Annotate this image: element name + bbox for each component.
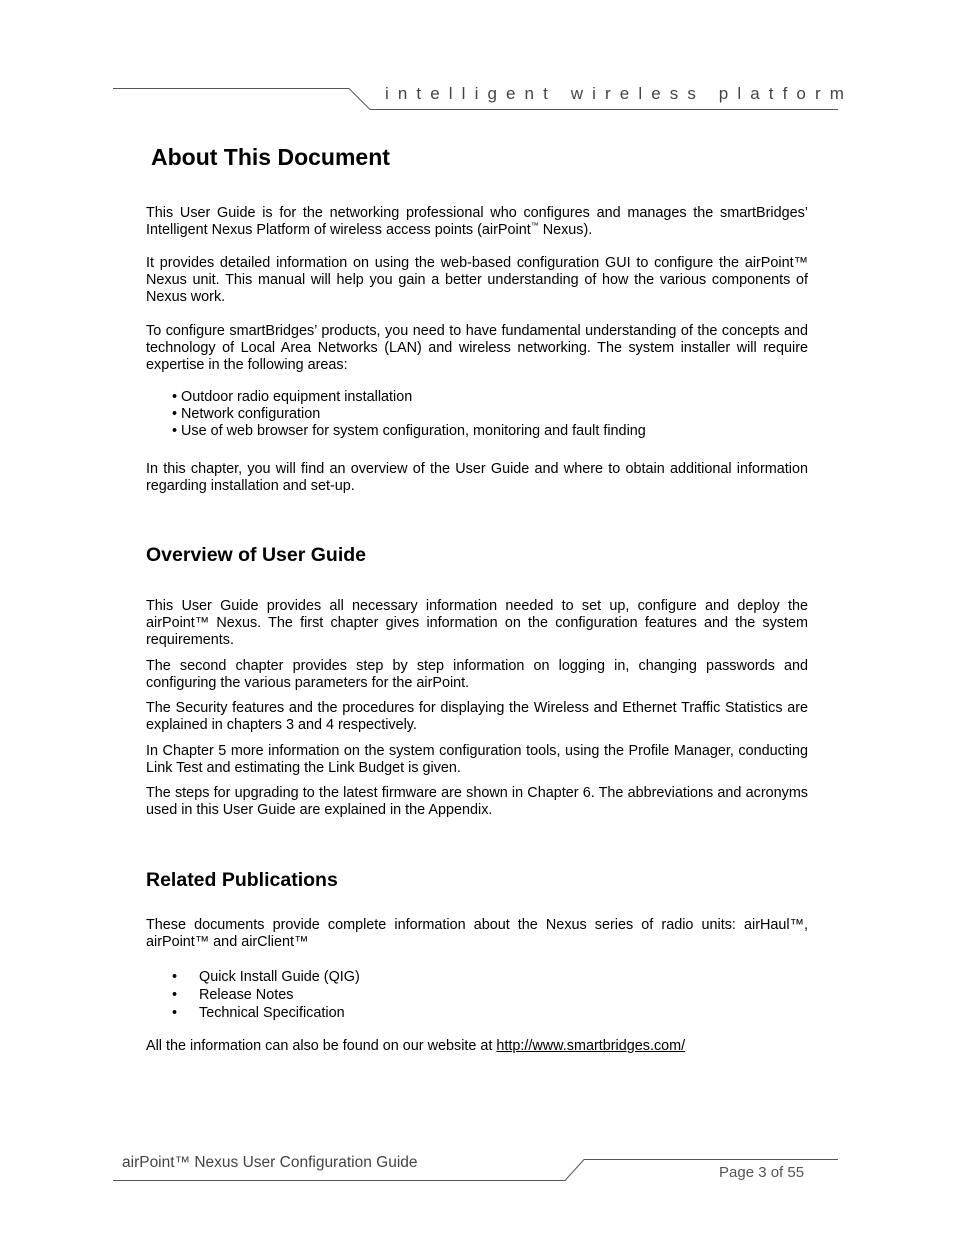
website-link[interactable]: http://www.smartbridges.com/ xyxy=(496,1038,686,1054)
overview-paragraph-3: The Security features and the procedures for displaying the Wireless and Ethernet Traffic Statistics are explained in chapters 3 and 4 respectively. xyxy=(146,700,808,733)
page-number: Page 3 of 55 xyxy=(719,1164,805,1181)
overview-paragraph-5: The steps for upgrading to the latest firmware are shown in Chapter 6. The abbreviations and acronyms used in this User Guide are explained in the Appendix. xyxy=(146,785,808,818)
list-item: • Release Notes xyxy=(172,987,294,1003)
about-paragraph-4: In this chapter, you will find an overview of the User Guide and where to obtain additional information regarding installation and set-up. xyxy=(146,461,808,494)
bullet-icon: • xyxy=(172,987,178,1003)
list-item: • Quick Install Guide (QIG) xyxy=(172,969,360,985)
publications-list xyxy=(172,968,360,1022)
about-paragraph-1: This User Guide is for the networking professional who configures and manages the smartBridges’ Intelligent Nexus Platform of wireless access points (airPoint™ Nexus). xyxy=(146,205,808,238)
overview-paragraph-4: In Chapter 5 more information on the system configuration tools, using the Profile Manager, conducting Link Test and estimating the Link Budget is given. xyxy=(146,743,808,776)
about-paragraph-3: To configure smartBridges’ products, you need to have fundamental understanding of the concepts and technology of Local Area Networks (LAN) and wireless networking. The system installer will require expertise in the following areas: xyxy=(146,323,808,373)
overview-heading: Overview of User Guide xyxy=(146,544,366,566)
related-heading: Related Publications xyxy=(146,869,338,891)
expertise-list xyxy=(172,389,646,440)
bullet-icon: • xyxy=(172,969,178,985)
list-item: • Network configuration xyxy=(172,406,321,422)
list-item: • Outdoor radio equipment installation xyxy=(172,389,413,405)
bullet-icon: • xyxy=(172,1005,178,1021)
about-paragraph-2: It provides detailed information on using the web-based configuration GUI to configure the airPoint™ Nexus unit. This manual will help you gain a better understanding of how the various components of Nexus work. xyxy=(146,255,808,305)
footer-doc-title: airPoint™ Nexus User Configuration Guide xyxy=(122,1154,418,1171)
list-item: • Technical Specification xyxy=(172,1005,345,1021)
overview-paragraph-2: The second chapter provides step by step information on logging in, changing passwords and configuring the various parameters for the airPoint. xyxy=(146,658,808,691)
related-paragraph-1: These documents provide complete information about the Nexus series of radio units: airHaul™, airPoint™ and airClient™ xyxy=(146,917,808,950)
related-paragraph-2: All the information can also be found on our website at http://www.smartbridges.com/ xyxy=(146,1038,686,1054)
header-tagline: intelligent wireless platform xyxy=(385,84,853,103)
page-title: About This Document xyxy=(151,144,390,170)
list-item: • Use of web browser for system configuration, monitoring and fault finding xyxy=(172,423,646,439)
overview-paragraph-1: This User Guide provides all necessary information needed to set up, configure and deploy the airPoint™ Nexus. The first chapter gives information on the configuration features and the system requirements. xyxy=(146,598,808,648)
